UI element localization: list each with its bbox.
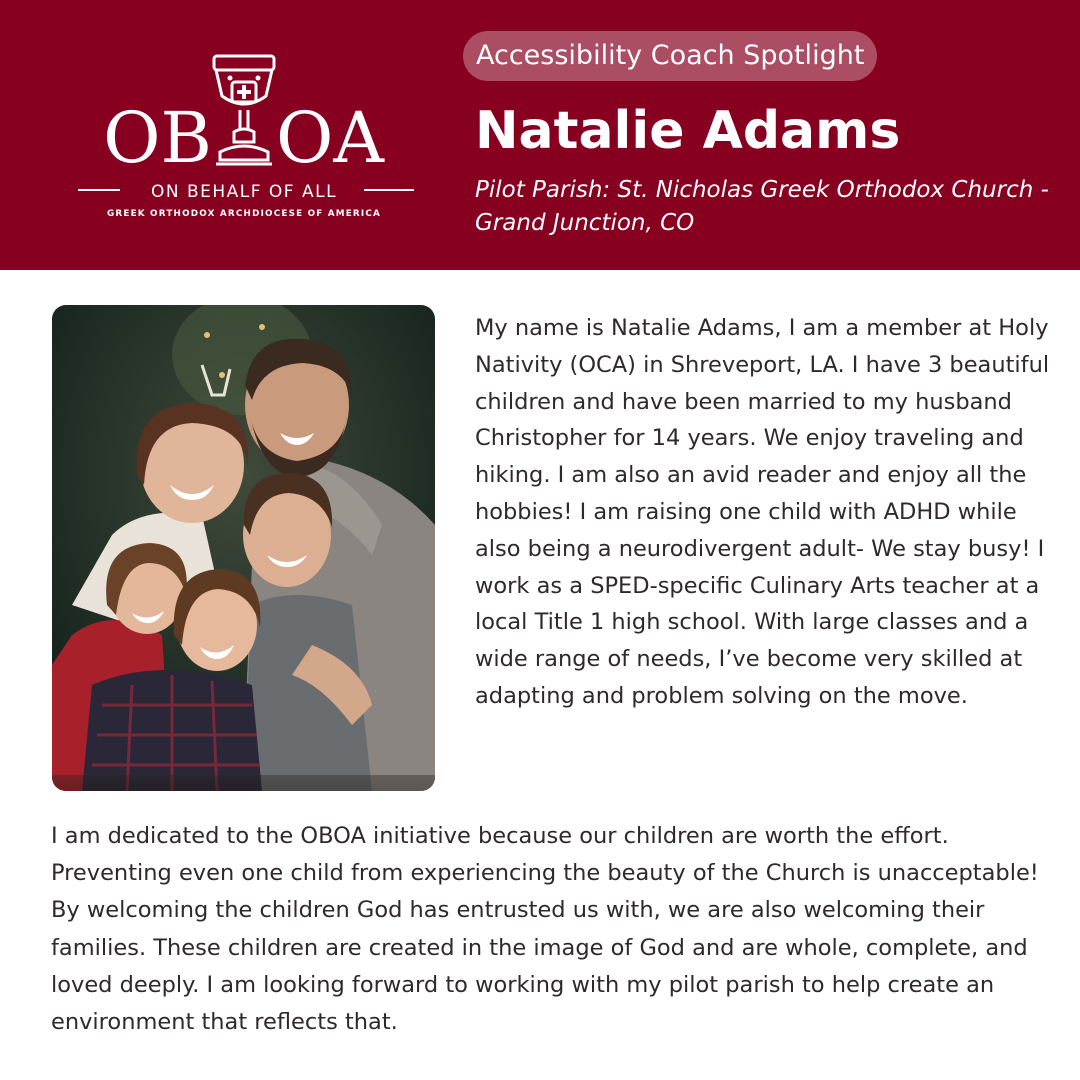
bio-paragraph: My name is Natalie Adams, I am a member at Holy Nativity (OCA) in Shreveport, LA. I have 3 beautiful children and have been married to my husband Christopher for 14 years. We enjoy traveling and hiking. I am also an avid reader and enjoy all the hobbies! I am raising one child with ADHD while also being a neurodivergent adult- We stay busy! I work as a SPED-specific Culinary Arts teacher at a local Title 1 high school. With large classes and a wide range of needs, I’ve become very skilled at adapting and problem solving on the move. — [475, 315, 1050, 709]
family-photo-illustration — [52, 305, 435, 791]
pilot-parish: Pilot Parish: St. Nicholas Greek Orthodox Church - Grand Junction, CO — [475, 177, 1049, 236]
logo-org: GREEK ORTHODOX ARCHDIOCESE OF AMERICA — [106, 209, 382, 219]
family-photo — [52, 305, 435, 791]
logo-letters-right: OA — [276, 97, 384, 179]
logo-tagline: ON BEHALF OF ALL — [150, 182, 338, 202]
dedication-paragraph: I am dedicated to the OBOA initiative because our children are worth the effort. Preventing even one child from experiencing the beauty of the Church is unacceptable! By welcoming the children God has entrusted us with, we are also welcoming their families. These children are created in the image of God and are whole, complete, and loved deeply. I am looking forward to working with my pilot parish to help create an environment that reflects that. — [51, 823, 1039, 1036]
header-banner — [0, 0, 1080, 270]
spotlight-badge: Accessibility Coach Spotlight — [463, 31, 877, 81]
logo-letters-left: OB — [103, 97, 212, 179]
coach-name: Natalie Adams — [475, 101, 901, 161]
oboa-logo — [70, 48, 430, 228]
chalice-icon — [214, 56, 274, 164]
